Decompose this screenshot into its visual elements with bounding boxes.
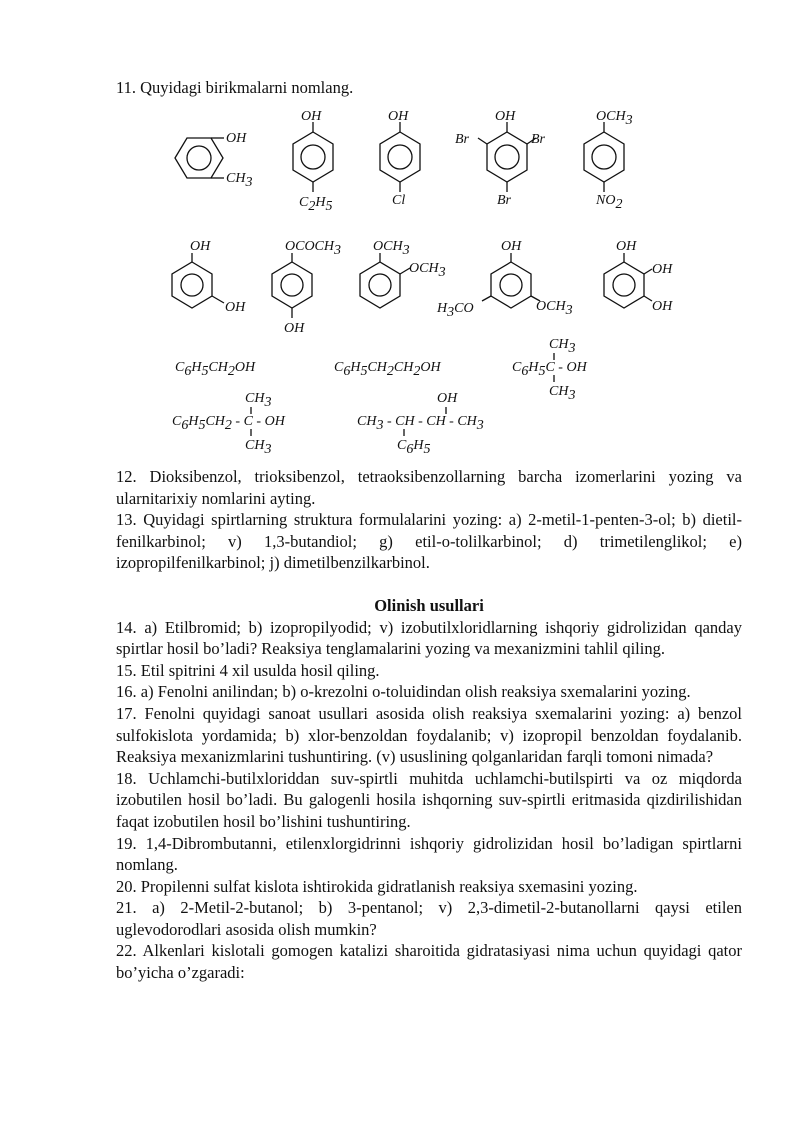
d4-och3-label: OCH3 — [536, 299, 573, 318]
task-13: 13. Quyidagi spirtlarning struktura formulalarini yozing: a) 2-metil-1-penten-3-ol; b) dietil-fenilkarbinol; v) 1,3-butandiol; g) etil-o-tolilkarbinol; d) trimetilenglikol; e) izopropilfenilkarbinol; j) dimetilbenzilkarbinol. — [116, 510, 742, 573]
body-text — [116, 466, 742, 984]
d3-och3-top-label: OCH3 — [373, 239, 410, 258]
ring-trihydroxybenzene — [604, 253, 652, 308]
ring-ethylphenol — [293, 122, 333, 192]
ring-dihydroxybenzene — [172, 253, 224, 308]
ring-tribromophenol — [478, 122, 536, 192]
e3-main-formula: C6H5C - OH — [512, 360, 587, 379]
f1-ch3-top: CH3 — [245, 391, 272, 410]
d1-oh-top-label: OH — [190, 239, 211, 254]
task-15: 15. Etil spitrini 4 xil usulda hosil qiling. — [116, 660, 380, 680]
f2-c6h5-bottom: C6H5 — [397, 438, 431, 457]
d4-h3co-label: H3CO — [437, 301, 474, 320]
task-18: 18. Uchlamchi-butilxloriddan suv-spirtli muhitda uchlamchi-butilspirti va oz miqdorda izobutilen hosil bo’ladi. Bu galogenli hosila ishqorning suv-spirtli eritmasida qizdirilishidan faqat izobutilen hosil bo’lishini tushuntiring. — [116, 768, 742, 831]
d5-oh-bottom-label: OH — [652, 299, 673, 314]
f2-main-formula: CH3 - CH - CH - CH3 — [357, 414, 484, 433]
chemical-structures — [0, 100, 800, 470]
c3-oh-label: OH — [388, 109, 409, 124]
ring-dimethoxybenzene — [360, 253, 410, 308]
c4-br-bottom-label: Br — [497, 193, 511, 208]
c3-cl-label: Cl — [392, 193, 406, 208]
d2-oh-label: OH — [284, 321, 305, 336]
task-22: 22. Alkenlari kislotali gomogen katalizi sharoitida gidratasiyasi nima uchun quyidagi qator bo’yicha o’zgaradi: — [116, 941, 742, 983]
ring-phenol-ortho-methyl — [175, 138, 224, 178]
phenylethanol-formula: C6H5CH2CH2OH — [334, 360, 441, 379]
d3-och3-right-label: OCH3 — [409, 261, 446, 280]
c1-ch3-label: CH3 — [226, 171, 253, 190]
task-21: 21. a) 2-Metil-2-butanol; b) 3-pentanol; v) 2,3-dimetil-2-butanollarni qaysi etilen uglevodorodlari asosida olish mumkin? — [116, 898, 742, 939]
benzyl-alcohol-formula: C6H5CH2OH — [175, 360, 256, 379]
c5-och3-label: OCH3 — [596, 109, 633, 128]
task-12: 12. Dioksibenzol, trioksibenzol, tetraoksibenzollarning barcha izomerlarini yozing va ularnitarixiy nomlarini ayting. — [116, 467, 742, 508]
d5-oh-mid-label: OH — [652, 262, 673, 277]
d2-ococh3-label: OCOCH3 — [285, 239, 342, 258]
task-16: 16. a) Fenolni anilindan; b) o-krezolni o-toluidindan olish reaksiya sxemalarini yozing. — [116, 682, 691, 702]
task-19: 19. 1,4-Dibrombutanni, etilenxlorgidrinni ishqoriy gidrolizidan hosil bo’ladigan spirtlarni nomlang. — [116, 833, 742, 875]
c2-oh-label: OH — [301, 109, 322, 124]
f1-main-formula: C6H5CH2 - C - OH — [172, 414, 285, 433]
c4-br-right-label: Br — [531, 132, 545, 147]
e3-ch3-bottom: CH3 — [549, 384, 576, 403]
c1-oh-label: OH — [226, 131, 247, 146]
f1-ch3-bottom: CH3 — [245, 438, 272, 457]
ring-acetoxyphenol — [272, 253, 312, 318]
d1-oh-right-label: OH — [225, 300, 246, 315]
c5-no2-label: NO2 — [596, 193, 623, 212]
c2-c2h5-label: C2H5 — [299, 195, 333, 214]
section-title: Olinish usullari — [374, 595, 484, 615]
c4-br-left-label: Br — [455, 132, 469, 147]
d5-oh-top-label: OH — [616, 239, 637, 254]
task-11-heading: 11. Quyidagi birikmalarni nomlang. — [116, 78, 354, 97]
c4-oh-label: OH — [495, 109, 516, 124]
e3-ch3-top: CH3 — [549, 337, 576, 356]
structures-svg — [0, 100, 800, 470]
task-14: 14. a) Etilbromid; b) izopropilyodid; v) izobutilxloridlarning ishqoriy gidrolizidan qanday spirtlar hosil bo’ladi? Reaksiya tenglamalarini yozing va mexanizmini tahlil qiling. — [116, 617, 742, 659]
d4-oh-label: OH — [501, 239, 522, 254]
ring-dimethoxyphenol — [482, 253, 540, 308]
ring-nitroanisole — [584, 122, 624, 192]
task-17: 17. Fenolni quyidagi sanoat usullari asosida olish reaksiya sxemalarini yozing: a) benzol sulfokislota yordamida; b) xlor-benzoldan foydalanib; v) izopropil benzoldan foydalanib. Reaksiya mexanizmlarini tushuntiring. (v) ususlining qolganlaridan farqli tomoni nimada? — [116, 703, 742, 767]
ring-chlorophenol — [380, 122, 420, 192]
f2-oh-top: OH — [437, 391, 458, 406]
task-20: 20. Propilenni sulfat kislota ishtirokida gidratlanish reaksiya sxemasini yozing. — [116, 876, 638, 896]
